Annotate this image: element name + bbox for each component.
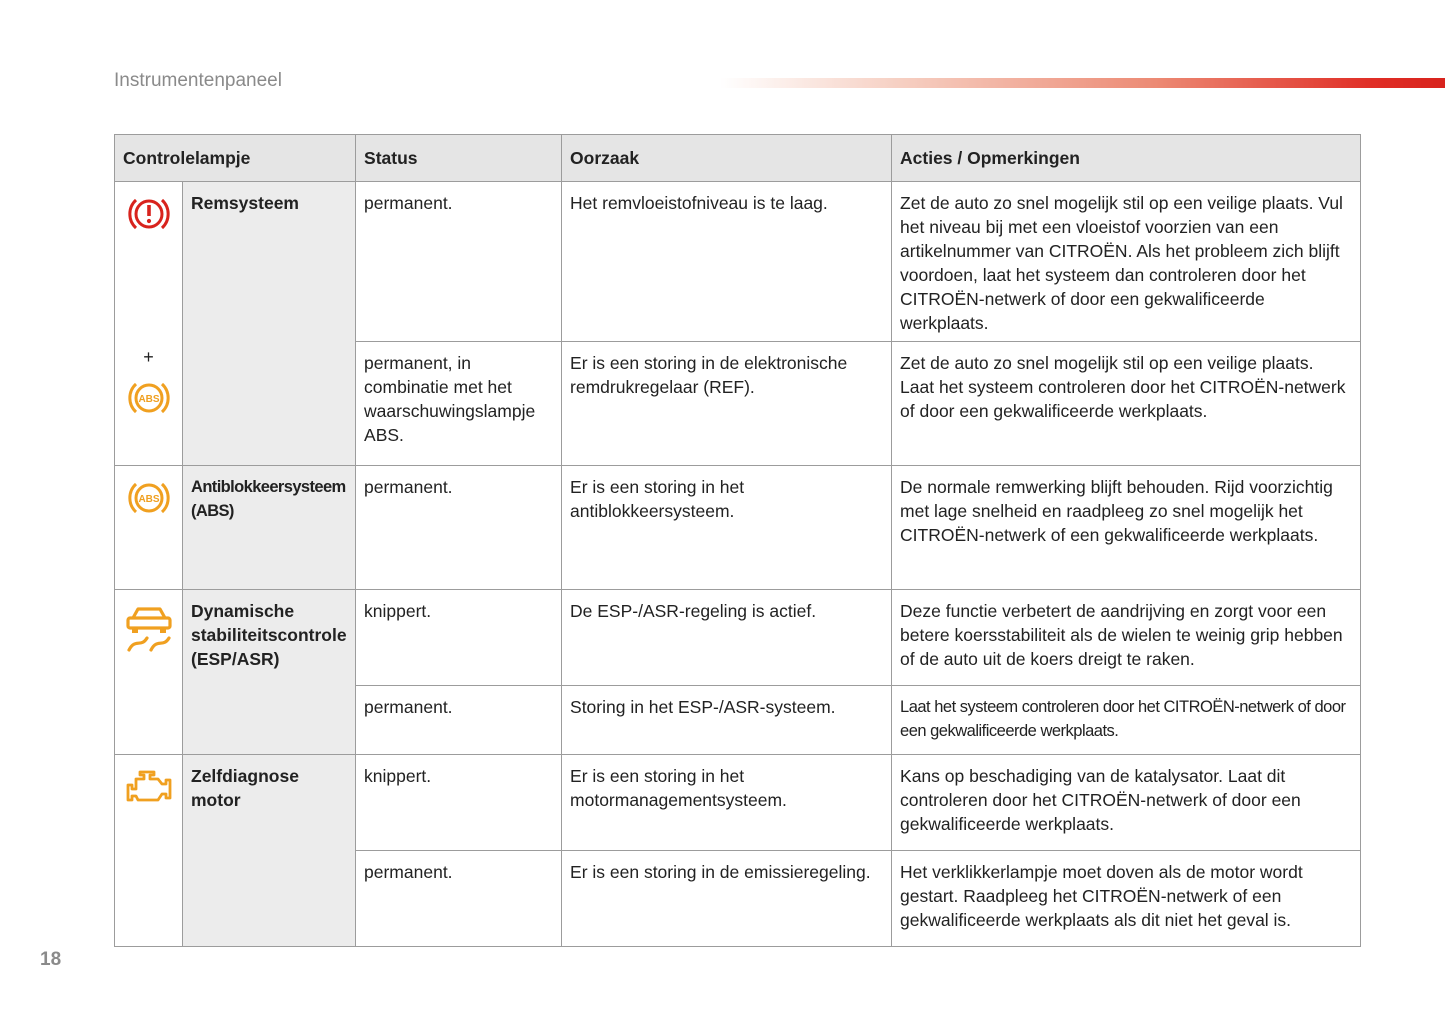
- abs-warning-icon: [125, 478, 173, 518]
- column-header-oorzaak: Oorzaak: [562, 135, 892, 182]
- table-header-row: [115, 135, 1361, 182]
- cause-cell: Er is een storing in het motormanagementsysteem.: [562, 755, 892, 851]
- brake-warning-icon: [125, 194, 173, 234]
- status-cell: permanent.: [356, 466, 562, 590]
- action-cell: De normale remwerking blijft behouden. Rijd voorzichtig met lage snelheid en raadpleeg zo snel mogelijk het CITROËN-netwerk of een gekwalificeerde werkplaats.: [892, 466, 1361, 590]
- status-cell: permanent.: [356, 686, 562, 755]
- esp-skid-icon: [123, 602, 175, 656]
- section-title: Instrumentenpaneel: [114, 70, 282, 91]
- column-header-controlelampje: Controlelampje: [115, 135, 356, 182]
- cause-cell: Er is een storing in het antiblokkeersysteem.: [562, 466, 892, 590]
- engine-icon-cell: [115, 755, 183, 947]
- row-name-engine: Zelfdiagnose motor: [183, 755, 356, 947]
- table-row: [115, 590, 1361, 686]
- cause-cell: Er is een storing in de emissieregeling.: [562, 851, 892, 947]
- action-cell: Deze functie verbetert de aandrijving en zorgt voor een betere koersstabiliteit als de wielen te weinig grip hebben of de auto uit de koers dreigt te raken.: [892, 590, 1361, 686]
- engine-check-icon: [124, 767, 174, 807]
- header-accent-bar: [720, 78, 1445, 88]
- status-cell: knippert.: [356, 590, 562, 686]
- status-cell: permanent.: [356, 182, 562, 342]
- plus-sign: +: [143, 347, 154, 367]
- table-row: [115, 755, 1361, 851]
- table-row: [115, 466, 1361, 590]
- cause-cell: Er is een storing in de elektronische remdrukregelaar (REF).: [562, 342, 892, 466]
- cause-cell: Storing in het ESP-/ASR-systeem.: [562, 686, 892, 755]
- esp-icon-cell: [115, 590, 183, 755]
- page-number: 18: [40, 949, 62, 970]
- column-header-acties: Acties / Opmerkingen: [892, 135, 1361, 182]
- warning-lights-table: [114, 134, 1361, 947]
- svg-text:ABS: ABS: [137, 394, 160, 405]
- action-cell: Laat het systeem controleren door het CITROËN-netwerk of door een gekwalificeerde werkplaats.: [892, 686, 1361, 755]
- status-cell: permanent.: [356, 851, 562, 947]
- cause-cell: De ESP-/ASR-regeling is actief.: [562, 590, 892, 686]
- svg-text:ABS: ABS: [137, 494, 160, 505]
- abs-icon-cell: [115, 466, 183, 590]
- action-cell: Zet de auto zo snel mogelijk stil op een veilige plaats. Vul het niveau bij met een vloeistof voorzien van een artikelnummer van CITROËN. Als het probleem zich blijft voordoen, laat het systeem dan controleren door het CITROËN-netwerk of door een gekwalificeerde werkplaats.: [892, 182, 1361, 342]
- row-name-abs: Antiblokkeersysteem (ABS): [183, 466, 356, 590]
- abs-warning-icon: [125, 378, 173, 418]
- row-name-esp: Dynamische stabiliteitscontrole (ESP/ASR): [183, 590, 356, 755]
- brake-icon-cell: [115, 182, 183, 466]
- row-name-remsysteem: Remsysteem: [183, 182, 356, 466]
- cause-cell: Het remvloeistofniveau is te laag.: [562, 182, 892, 342]
- status-cell: permanent, in combinatie met het waarschuwingslampje ABS.: [356, 342, 562, 466]
- status-cell: knippert.: [356, 755, 562, 851]
- action-cell: Kans op beschadiging van de katalysator. Laat dit controleren door het CITROËN-netwerk of door een gekwalificeerde werkplaats.: [892, 755, 1361, 851]
- column-header-status: Status: [356, 135, 562, 182]
- table-row: [115, 182, 1361, 342]
- action-cell: Zet de auto zo snel mogelijk stil op een veilige plaats. Laat het systeem controleren door het CITROËN-netwerk of door een gekwalificeerde werkplaats.: [892, 342, 1361, 466]
- action-cell: Het verklikkerlampje moet doven als de motor wordt gestart. Raadpleeg het CITROËN-netwerk of een gekwalificeerde werkplaats als dit niet het geval is.: [892, 851, 1361, 947]
